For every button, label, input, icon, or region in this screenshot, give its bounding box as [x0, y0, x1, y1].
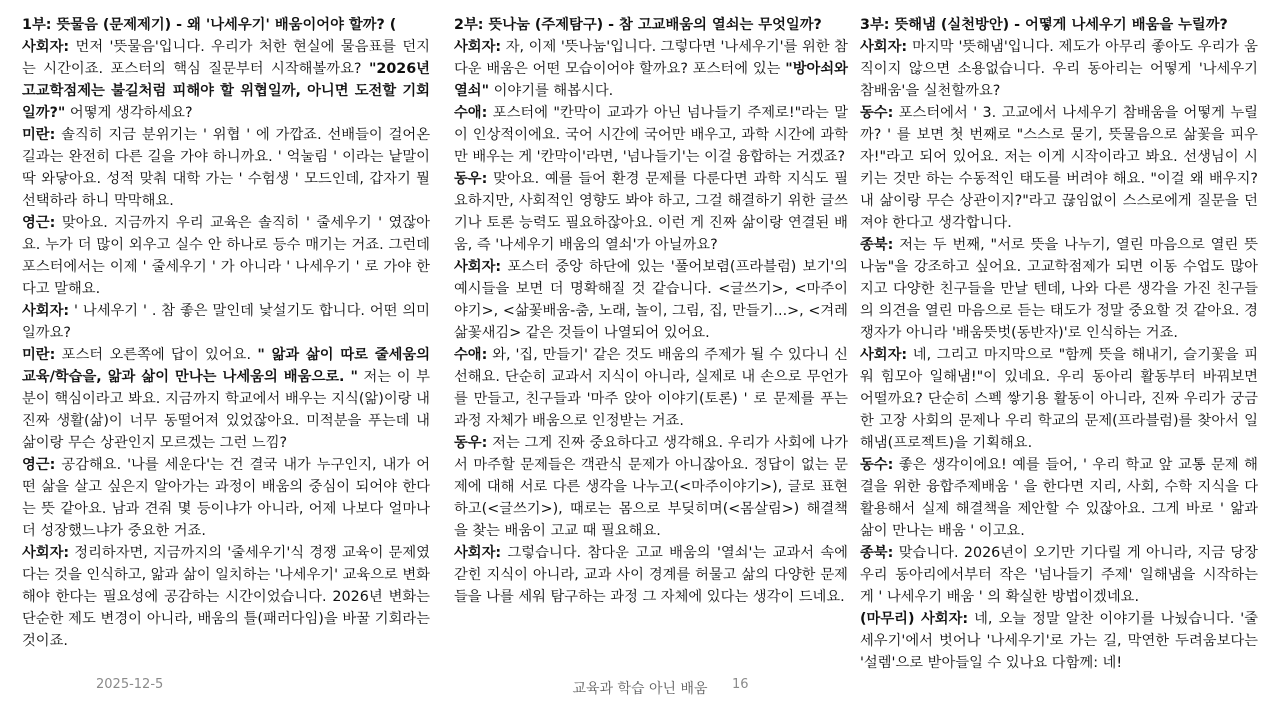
dialogue-text: 맞아요. 지금까지 우리 교육은 솔직히 ' 줄세우기 ' 였잖아요. 누가 더 많이 외우고 실수 안 하나로 등수 매기는 거죠. 그런데 포스터에서는 이제 ' 줄세우기 ' 가 아니라 ' 나세우기 ' 로 가야 한다고 말해요.	[22, 215, 430, 297]
speaker-label: (마무리) 사회자:	[860, 611, 969, 627]
dialogue-text: 포스터에 "칸막이 교과가 아닌 넘나들기 주제로!"라는 말이 인상적이에요. 국어 시간에 국어만 배우고, 과학 시간에 과학만 배우는 게 '칸막이'라면, '넘나들기'는 이걸 융합하는 거겠죠?	[454, 105, 848, 165]
dialogue-text: 저는 두 번째, "서로 뜻을 나누기, 열린 마음으로 열린 뜻나눔"을 강조하고 싶어요. 고교학점제가 되면 이동 수업도 많아지고 다양한 친구들을 만날 텐데, 나와 다른 생각을 가진 친구들의 의견을 열린 마음으로 듣는 태도가 정말 중요할 것 같아요. 경쟁자가 아니라 '배움뜻벗(동반자)'로 인식하는 거죠.	[860, 237, 1258, 341]
dialogue-text: 자, 이제 '뜻나눔'입니다. 그렇다면 '나세우기'를 위한 참다운 배움은 어떤 모습이어야 할까요? 포스터에 있는	[454, 39, 848, 77]
speaker-label: 사회자:	[22, 545, 70, 561]
section-heading: 3부: 뜻해냄 (실천방안) - 어떻게 나세우기 배움을 누릴까?	[860, 17, 1228, 33]
dialogue-text: 네, 그리고 마지막으로 "함께 뜻을 해내기, 슬기꽃을 피워 힘모아 일해냄!"이 있네요. 우리 동아리 활동부터 바꿔보면 어떨까요? 단순히 스펙 쌓기용 활동이 아니라, 진짜 우리가 궁금한 고장 사회의 문제나 우리 학교의 문제(프라블럼)를 찾아서 일해냄(프로젝트)을 기획해요.	[860, 347, 1258, 451]
speaker-label: 동우:	[454, 435, 488, 451]
dialogue-text: 마지막 '뜻해냄'입니다. 제도가 아무리 좋아도 우리가 움직이지 않으면 소용없습니다. 우리 동아리는 어떻게 '나세우기 참배움'을 실천할까요?	[860, 39, 1258, 99]
dialogue-text: 정리하자면, 지금까지의 '줄세우기'식 경쟁 교육이 문제였다는 것을 인식하고, 앎과 삶이 일치하는 '나세우기' 교육으로 변화해야 한다는 필요성에 공감하는 시간이었습니다. 2026년 변화는 단순한 제도 변경이 아니라, 배움의 틀(패러다임)을 바꿀 기회라는 것이죠.	[22, 545, 430, 649]
column-part2	[454, 14, 848, 608]
dialogue-paragraph	[454, 168, 848, 256]
dialogue-text: 먼저 '뜻물음'입니다. 우리가 처한 현실에 물음표를 던지는 시간이죠. 포스터의 핵심 질문부터 시작해볼까요?	[22, 39, 430, 77]
dialogue-text: 솔직히 지금 분위기는 ' 위협 ' 에 가깝죠. 선배들이 걸어온 길과는 완전히 다른 길을 가야 하니까요. ' 억눌림 ' 이라는 낱말이 딱 와닿아요. 성적 맞춰 대학 가는 ' 수험생 ' 모드인데, 갑자기 뭘 선택하라 하니 막막해요.	[22, 127, 430, 209]
dialogue-paragraph	[454, 102, 848, 168]
speaker-label: 동수:	[860, 105, 894, 121]
footer-date: 2025-12-5	[96, 677, 164, 692]
dialogue-text: 네, 오늘 정말 알찬 이야기를 나눴습니다. '줄세우기'에서 벗어나 '나세우기'로 가는 길, 막연한 두려움보다는 '설렘'으로 받아들일 수 있나요 다함께: 네!	[860, 611, 1258, 671]
dialogue-paragraph	[860, 542, 1258, 608]
dialogue-text: 포스터에서 ' 3. 고교에서 나세우기 참배움을 어떻게 누릴까? ' 를 보면 첫 번째로 "스스로 묻기, 뜻물음으로 삶꽃을 피우자!"라고 되어 있어요. 저는 이게 시작이라고 봐요. 선생님이 시키는 것만 하는 수동적인 태도를 버려야 해요. "이걸 왜 배우지? 내 삶이랑 무슨 상관이지?"라고 끊임없이 스스로에게 질문을 던져야 한다고 생각합니다.	[860, 105, 1258, 231]
dialogue-text: 좋은 생각이에요! 예를 들어, ' 우리 학교 앞 교통 문제 해결을 위한 융합주제배움 ' 을 한다면 지리, 사회, 수학 지식을 다 활용해서 실제 해결책을 제안할 수 있잖아요. 그게 바로 ' 앎과 삶이 만나는 배움 ' 이고요.	[860, 457, 1258, 539]
dialogue-paragraph	[454, 542, 848, 608]
section-heading: 1부: 뜻물음 (문제제기) - 왜 '나세우기' 배움이어야 할까? (	[22, 17, 397, 33]
dialogue-paragraph	[454, 256, 848, 344]
dialogue-paragraph	[860, 36, 1258, 102]
dialogue-text: 어떻게 생각하세요?	[65, 105, 193, 121]
dialogue-paragraph	[454, 344, 848, 432]
dialogue-paragraph	[860, 234, 1258, 344]
dialogue-text: 맞아요. 예를 들어 환경 문제를 다룬다면 과학 지식도 필요하지만, 사회적인 영향도 봐야 하고, 그걸 해결하기 위한 글쓰기나 토론 능력도 필요하잖아요. 이런 게 진짜 삶이랑 연결된 배움, 즉 '나세우기 배움의 열쇠'가 아닐까요?	[454, 171, 848, 253]
speaker-label: 사회자:	[860, 39, 908, 55]
speaker-label: 사회자:	[22, 303, 70, 319]
dialogue-text: 와, '집, 만들기' 같은 것도 배움의 주제가 될 수 있다니 신선해요. 단순히 교과서 지식이 아니라, 실제로 내 손으로 무언가를 만들고, 친구들과 '마주 앉아 이야기(토론) ' 로 문제를 푸는 과정 자체가 배움으로 인정받는 거죠.	[454, 347, 848, 429]
speaker-label: 미란:	[22, 347, 56, 363]
column-part1	[22, 14, 430, 652]
dialogue-paragraph	[454, 432, 848, 542]
highlighted-quote: "방아쇠와 열쇠"	[454, 61, 848, 99]
section-heading: 2부: 뜻나눔 (주제탐구) - 참 고교배움의 열쇠는 무엇일까?	[454, 17, 822, 33]
highlighted-quote: " 앎과 삶이 따로 줄세움의 교육/학습을, 앎과 삶이 만나는 나세움의 배움으로. "	[22, 347, 431, 385]
dialogue-text: 저는 이 부분이 핵심이라고 봐요. 지금까지 학교에서 배우는 지식(앎)이랑 내 진짜 생활(삶)이 너무 동떨어져 있었잖아요. 미적분을 푸는데 내 삶이랑 무슨 상관인지 모르겠는 그런 느낌?	[22, 369, 430, 451]
speaker-label: 종북:	[860, 237, 894, 253]
speaker-label: 동우:	[454, 171, 488, 187]
dialogue-text: 포스터 중앙 하단에 있는 '풀어보렴(프라블럼) 보기'의 예시들을 보면 더 명확해질 것 같습니다. <글쓰기>, <마주이야기>, <삶꽃배움-춤, 노래, 놀이, 그림, 집, 만들기...>, <겨레삶꽃새김> 같은 것들이 나열되어 있어요.	[454, 259, 848, 341]
dialogue-paragraph	[22, 300, 430, 344]
dialogue-paragraph	[860, 608, 1258, 674]
footer-title: 교육과 학습 아닌 배움	[572, 681, 708, 697]
speaker-label: 사회자:	[860, 347, 908, 363]
speaker-label: 종북:	[860, 545, 894, 561]
dialogue-paragraph	[454, 36, 848, 102]
speaker-label: 수애:	[454, 347, 488, 363]
speaker-label: 미란:	[22, 127, 56, 143]
speaker-label: 영근:	[22, 457, 56, 473]
dialogue-paragraph	[22, 454, 430, 542]
dialogue-paragraph	[860, 344, 1258, 454]
speaker-label: 동수:	[860, 457, 894, 473]
dialogue-paragraph	[860, 454, 1258, 542]
speaker-label: 사회자:	[454, 259, 502, 275]
speaker-label: 사회자:	[22, 39, 70, 55]
dialogue-text: 이야기를 해봅시다.	[489, 83, 614, 99]
dialogue-text: 저는 그게 진짜 중요하다고 생각해요. 우리가 사회에 나가서 마주할 문제들은 객관식 문제가 아니잖아요. 정답이 없는 문제에 대해 서로 다른 생각을 나누고(<마주이야기>), 글로 표현하고(<글쓰기>), 때로는 몸으로 부딪히며(<몸살림>) 해결책을 찾는 배움이 고교 때 필요해요.	[454, 435, 848, 539]
page-number: 16	[732, 677, 749, 692]
column-part3	[860, 14, 1258, 674]
dialogue-text: 그렇습니다. 참다운 고교 배움의 '열쇠'는 교과서 속에 갇힌 지식이 아니라, 교과 사이 경계를 허물고 삶의 다양한 문제들을 나를 세워 탐구하는 과정 그 자체에 있다는 생각이 드네요.	[454, 545, 848, 605]
dialogue-text: ' 나세우기 ' . 참 좋은 말인데 낯설기도 합니다. 어떤 의미일까요?	[22, 303, 430, 341]
dialogue-paragraph	[860, 102, 1258, 234]
dialogue-paragraph	[22, 212, 430, 300]
dialogue-text: 맞습니다. 2026년이 오기만 기다릴 게 아니라, 지금 당장 우리 동아리에서부터 작은 '넘나들기 주제' 일해냄을 시작하는 게 ' 나세우기 배움 ' 의 확실한 방법이겠네요.	[860, 545, 1258, 605]
dialogue-paragraph	[22, 344, 430, 454]
dialogue-paragraph	[22, 36, 430, 124]
speaker-label: 영근:	[22, 215, 56, 231]
dialogue-paragraph	[22, 124, 430, 212]
highlighted-quote: "2026년 고교학점제는 불길처럼 피해야 할 위협일까, 아니면 도전할 기회일까?"	[22, 61, 430, 121]
dialogue-text: 공감해요. '나를 세운다'는 건 결국 내가 누구인지, 내가 어떤 삶을 살고 싶은지 알아가는 과정이 배움의 중심이 되어야 한다는 뜻 같아요. 남과 견줘 몇 등이냐가 아니라, 어제 나보다 얼마나 더 성장했느냐가 중요한 거죠.	[22, 457, 430, 539]
dialogue-paragraph	[22, 542, 430, 652]
dialogue-text: 포스터 오른쪽에 답이 있어요.	[55, 347, 258, 363]
speaker-label: 사회자:	[454, 39, 502, 55]
speaker-label: 수애:	[454, 105, 488, 121]
speaker-label: 사회자:	[454, 545, 502, 561]
